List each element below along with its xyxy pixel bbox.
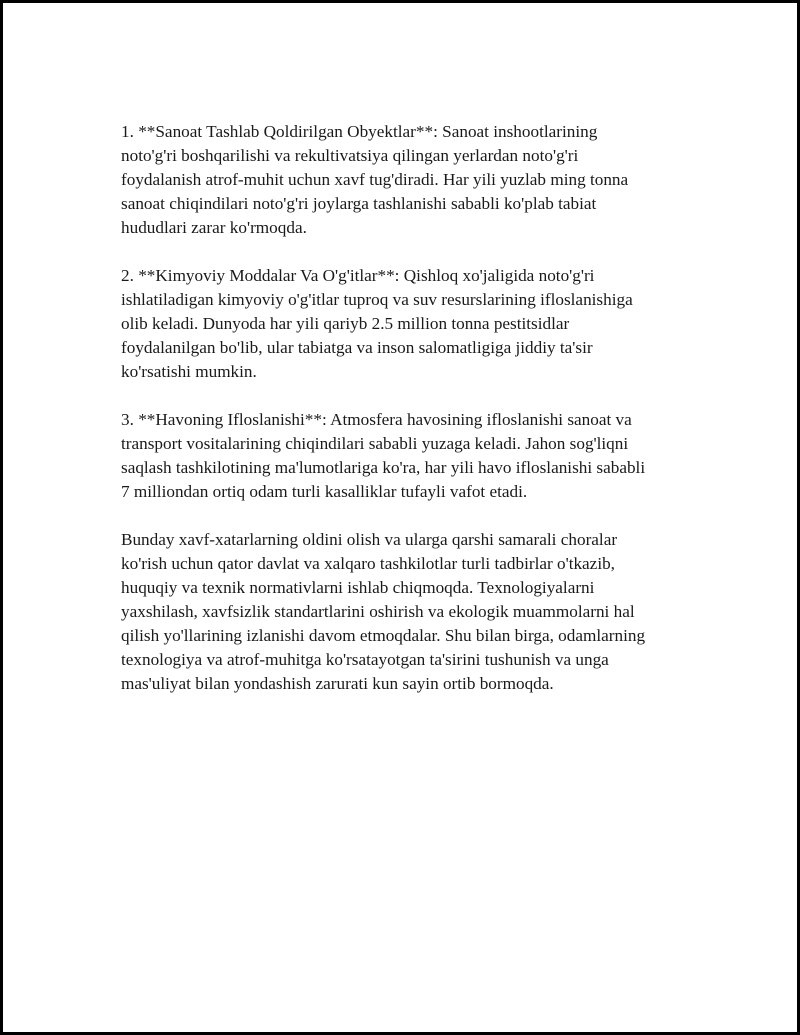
paragraph-conclusion: Bunday xavf-xatarlarning oldini olish va ularga qarshi samarali choralar ko'rish uchun qator davlat va xalqaro tashkilotlar turli tadbirlar o'tkazib, huquqiy va texnik normativlarni ishlab chiqmoqda. Texnologiyalarni yaxshilash, xavfsizlik standartlarini oshirish va ekologik muammolarni hal qilish yo'llarining izlanishi davom etmoqdalar. Shu bilan birga, odamlarning texnologiya va atrof-muhitga ko'rsatayotgan ta'sirini tushunish va unga mas'uliyat bilan yondashish zarurati kun sayin ortib bormoqda. (121, 530, 646, 693)
document-body (121, 120, 696, 696)
paragraph-chemicals-fertilizers: 2. **Kimyoviy Moddalar Va O'g'itlar**: Qishloq xo'jaligida noto'g'ri ishlatiladigan kimyoviy o'g'itlar tuproq va suv resurslarining ifloslanishiga olib keladi. Dunyoda har yili qariyb 2.5 million tonna pestitsidlar foydalanilgan bo'lib, ular tabiatga va inson salomatligiga jiddiy ta'sir ko'rsatishi mumkin. (121, 266, 633, 381)
paragraph-industrial-sites: 1. **Sanoat Tashlab Qoldirilgan Obyektlar**: Sanoat inshootlarining noto'g'ri boshqarilishi va rekultivatsiya qilingan yerlardan noto'g'ri foydalanish atrof-muhit uchun xavf tug'diradi. Har yili yuzlab ming tonna sanoat chiqindilari noto'g'ri joylarga tashlanishi sababli ko'plab tabiat hududlari zarar ko'rmoqda. (121, 122, 629, 237)
paragraph-air-pollution: 3. **Havoning Ifloslanishi**: Atmosfera havosining ifloslanishi sanoat va transport vositalarining chiqindilari sababli yuzaga keladi. Jahon sog'liqni saqlash tashkilotining ma'lumotlariga ko'ra, har yili havo ifloslanishi sababli 7 milliondan ortiq odam turli kasalliklar tufayli vafot etadi. (121, 410, 646, 501)
